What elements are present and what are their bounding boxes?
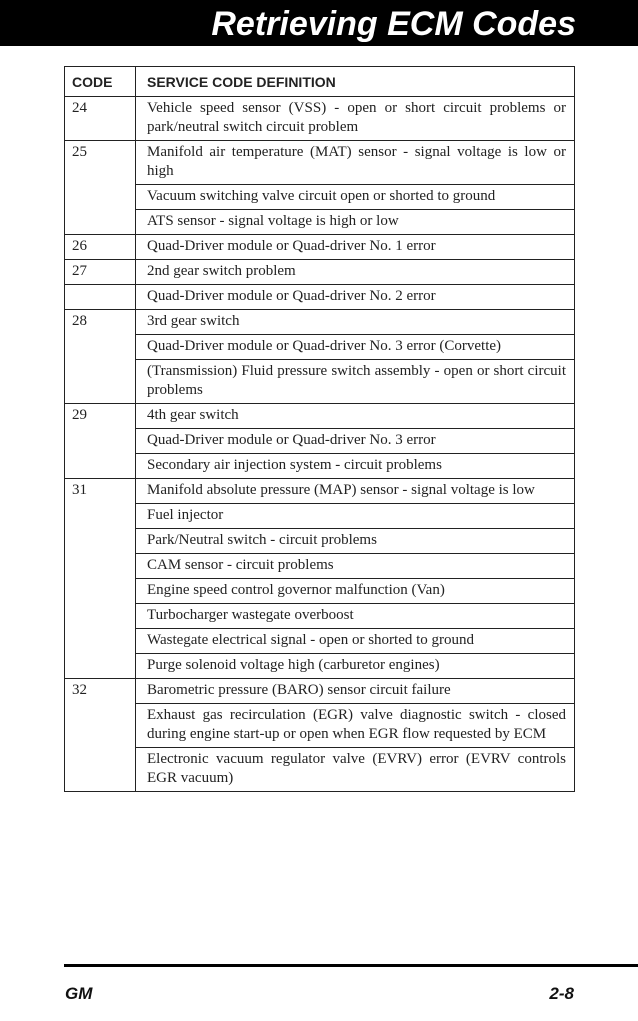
code-cell: 27 xyxy=(65,260,136,285)
table-row xyxy=(65,629,575,654)
definition-cell: 4th gear switch xyxy=(136,404,575,429)
definition-cell: Barometric pressure (BARO) sensor circuit failure xyxy=(136,679,575,704)
code-cell: 29 xyxy=(65,404,136,479)
definition-cell: Turbocharger wastegate overboost xyxy=(136,604,575,629)
code-cell: 25 xyxy=(65,141,136,235)
code-cell: 26 xyxy=(65,235,136,260)
column-header-code: CODE xyxy=(65,67,136,97)
definition-cell: 3rd gear switch xyxy=(136,310,575,335)
definition-cell: Vacuum switching valve circuit open or shorted to ground xyxy=(136,185,575,210)
code-cell: 32 xyxy=(65,679,136,792)
page-title: Retrieving ECM Codes xyxy=(211,5,576,43)
table-row xyxy=(65,310,575,335)
table-row xyxy=(65,97,575,141)
table-row xyxy=(65,360,575,404)
table-row xyxy=(65,504,575,529)
definition-cell: Quad-Driver module or Quad-driver No. 1 error xyxy=(136,235,575,260)
footer-rule xyxy=(64,964,638,967)
table-row xyxy=(65,454,575,479)
footer-page-number: 2-8 xyxy=(549,984,574,1003)
table-row xyxy=(65,579,575,604)
header-bar xyxy=(0,0,638,46)
definition-cell: ATS sensor - signal voltage is high or low xyxy=(136,210,575,235)
definition-cell: Quad-Driver module or Quad-driver No. 3 error (Corvette) xyxy=(136,335,575,360)
definition-cell: Manifold absolute pressure (MAP) sensor - signal voltage is low xyxy=(136,479,575,504)
definition-cell: Wastegate electrical signal - open or shorted to ground xyxy=(136,629,575,654)
table-row xyxy=(65,404,575,429)
table-row xyxy=(65,704,575,748)
table-row xyxy=(65,335,575,360)
definition-cell: Quad-Driver module or Quad-driver No. 3 error xyxy=(136,429,575,454)
definition-cell: Vehicle speed sensor (VSS) - open or short circuit problems or park/neutral switch circuit problem xyxy=(136,97,575,141)
table-row xyxy=(65,429,575,454)
code-cell: 28 xyxy=(65,310,136,404)
definition-cell: Fuel injector xyxy=(136,504,575,529)
column-header-definition: SERVICE CODE DEFINITION xyxy=(136,67,575,97)
code-cell xyxy=(65,285,136,310)
table-row xyxy=(65,679,575,704)
table-row xyxy=(65,748,575,792)
table-row xyxy=(65,554,575,579)
definition-cell: Purge solenoid voltage high (carburetor engines) xyxy=(136,654,575,679)
definition-cell: Park/Neutral switch - circuit problems xyxy=(136,529,575,554)
table-header-row xyxy=(65,67,575,97)
definition-cell: Secondary air injection system - circuit problems xyxy=(136,454,575,479)
table-row xyxy=(65,479,575,504)
definition-cell: Exhaust gas recirculation (EGR) valve diagnostic switch - closed during engine start-up or open when EGR flow requested by ECM xyxy=(136,704,575,748)
table-row xyxy=(65,185,575,210)
ecm-code-table xyxy=(64,66,575,792)
definition-cell: Manifold air temperature (MAT) sensor - signal voltage is low or high xyxy=(136,141,575,185)
footer-section-label: GM xyxy=(65,984,93,1003)
definition-cell: Quad-Driver module or Quad-driver No. 2 error xyxy=(136,285,575,310)
table-row xyxy=(65,604,575,629)
definition-cell: (Transmission) Fluid pressure switch assembly - open or short circuit problems xyxy=(136,360,575,404)
table-row xyxy=(65,260,575,285)
definition-cell: Engine speed control governor malfunction (Van) xyxy=(136,579,575,604)
definition-cell: 2nd gear switch problem xyxy=(136,260,575,285)
table-body xyxy=(65,97,575,792)
table-row xyxy=(65,654,575,679)
definition-cell: Electronic vacuum regulator valve (EVRV) error (EVRV controls EGR vacuum) xyxy=(136,748,575,792)
table-row xyxy=(65,529,575,554)
definition-cell: CAM sensor - circuit problems xyxy=(136,554,575,579)
code-cell: 24 xyxy=(65,97,136,141)
table-row xyxy=(65,141,575,185)
table-row xyxy=(65,235,575,260)
table-row xyxy=(65,210,575,235)
table-row xyxy=(65,285,575,310)
code-cell: 31 xyxy=(65,479,136,679)
